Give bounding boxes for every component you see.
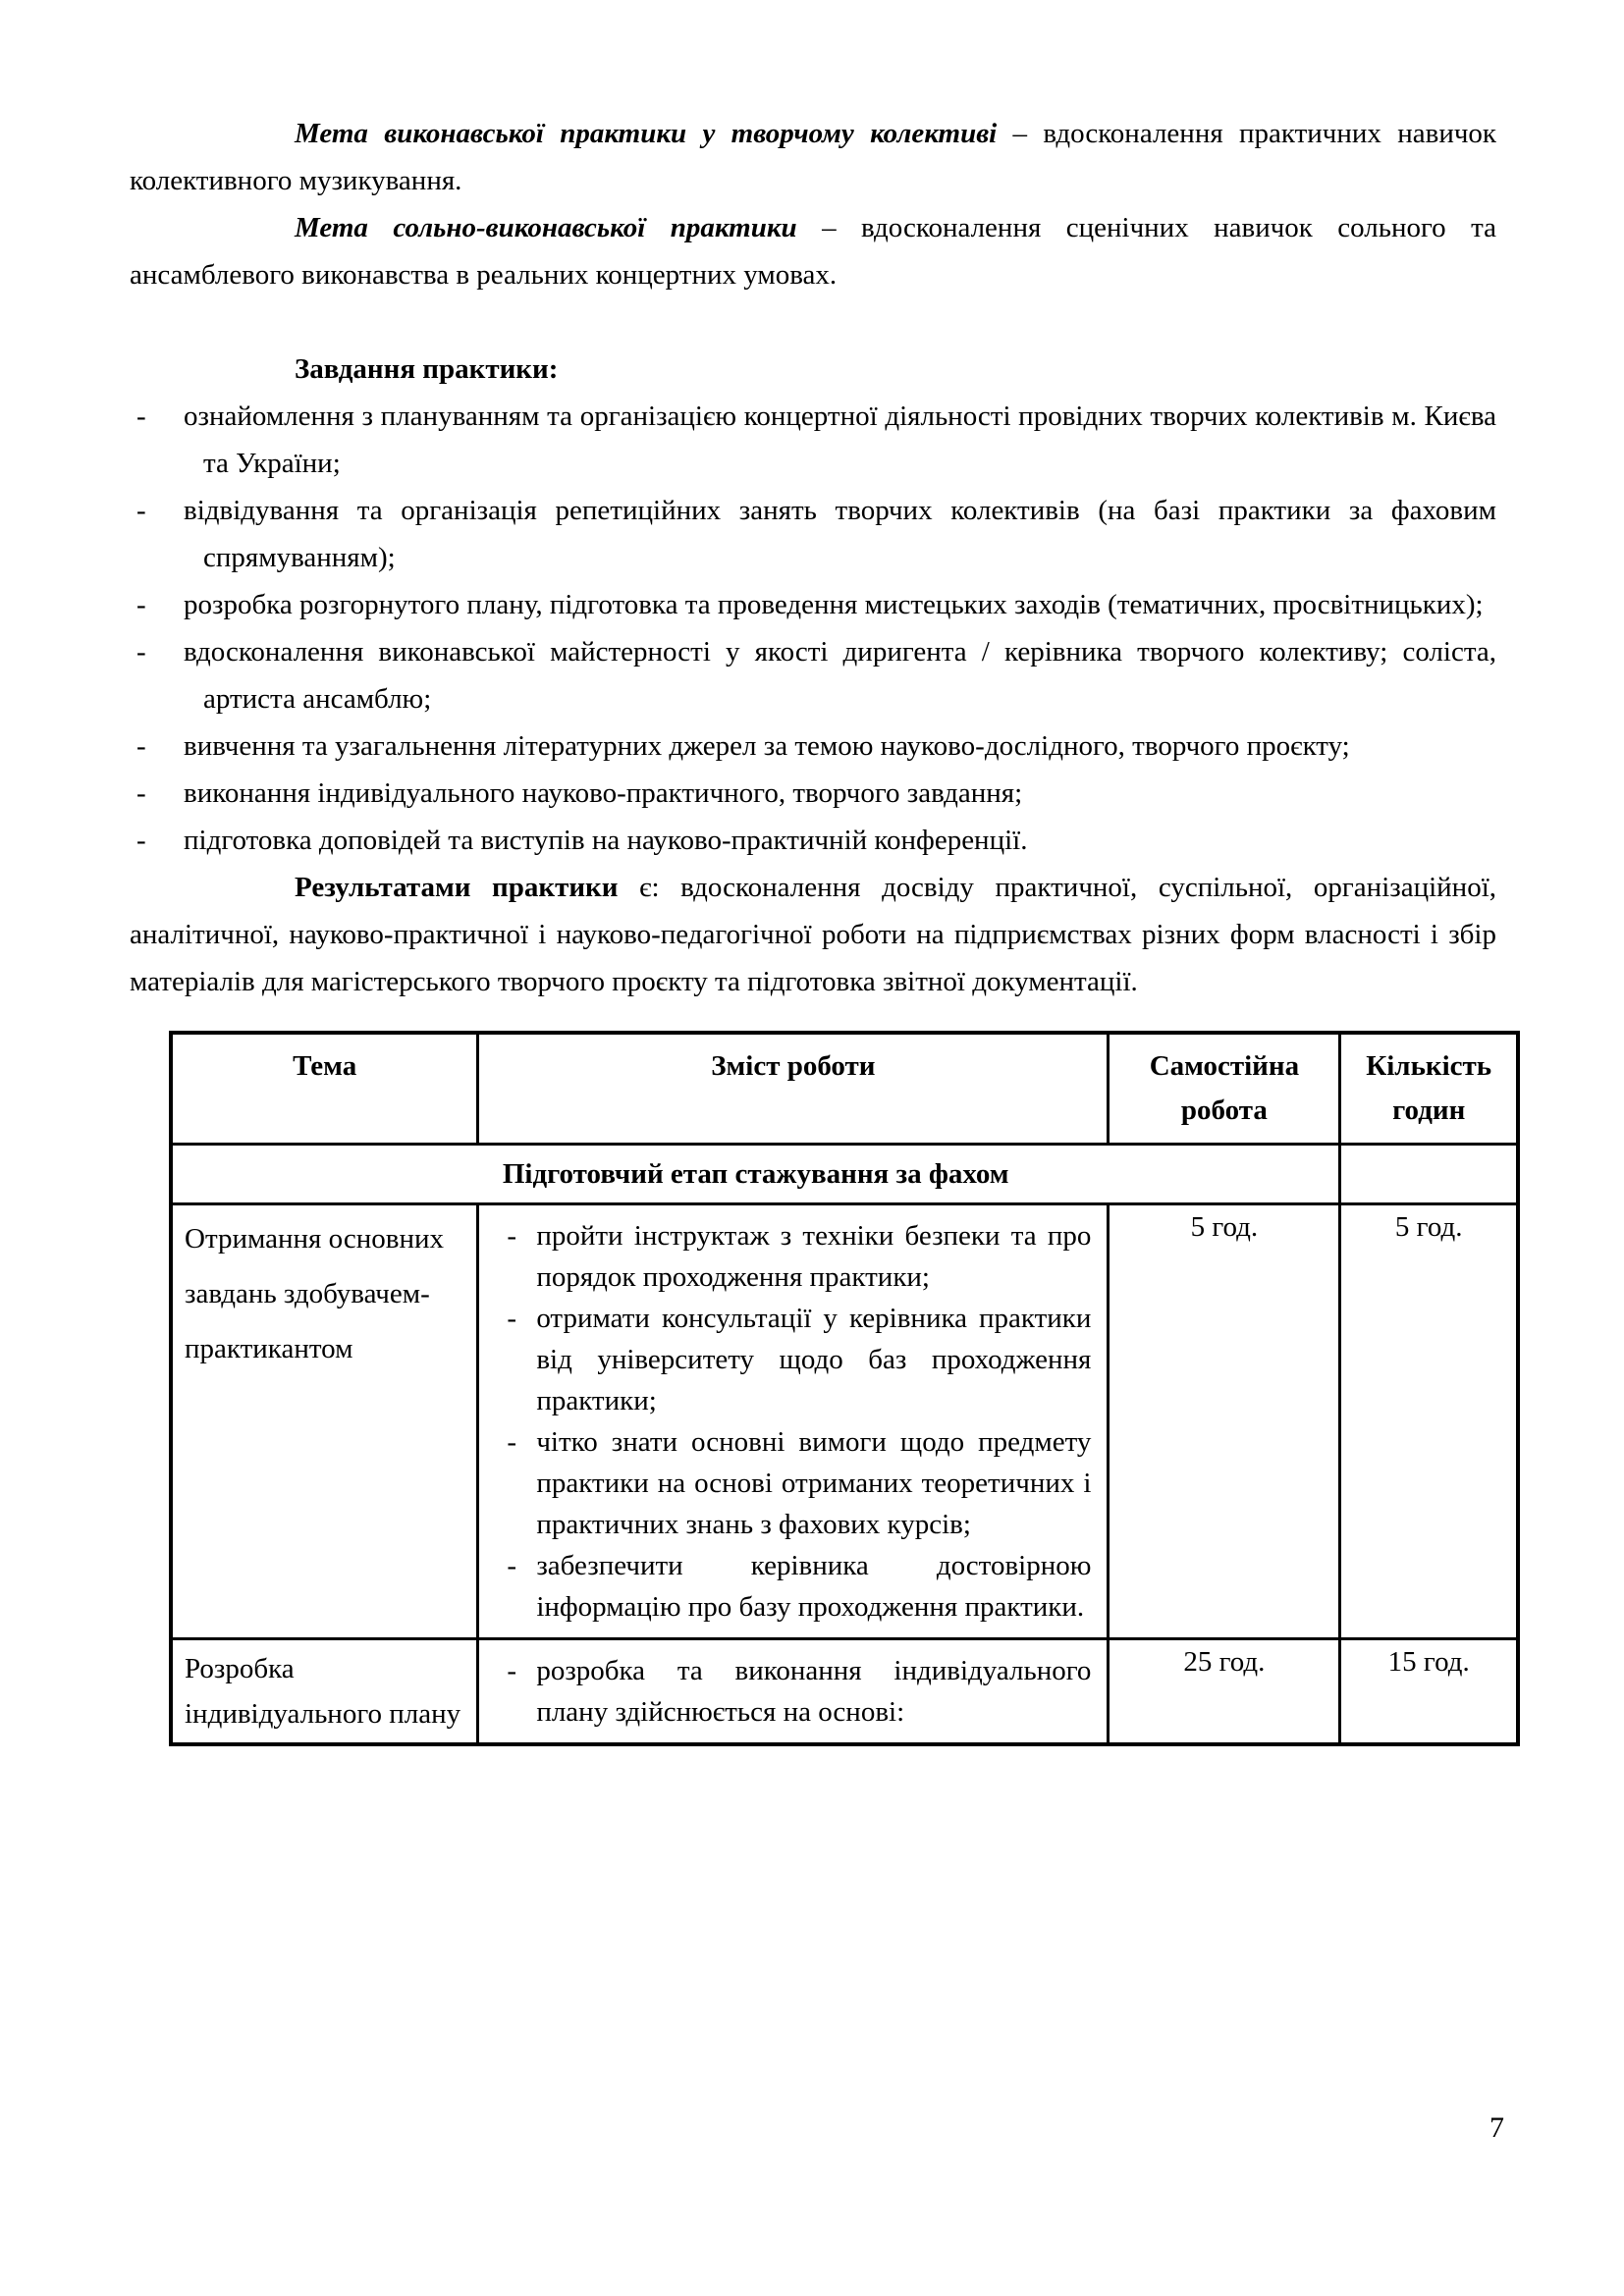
hours-cell: 5 год. — [1340, 1204, 1518, 1639]
page-number: 7 — [1489, 2111, 1504, 2144]
dash-marker: - — [507, 1550, 516, 1581]
results-rest: є: вдосконалення досвіду практичної, суспільної, організаційної, аналітичної, науково-практичної і науково-педагогічної роботи на підприємствах різних форм власності і збір матеріалів для магістерського творчого проєкту та підготовка звітної документації. — [130, 872, 1497, 997]
content-item-text: пройти інструктаж з техніки безпеки та про порядок проходження практики; — [536, 1220, 1092, 1293]
self-work-cell: 5 год. — [1109, 1204, 1340, 1639]
task-text: вивчення та узагальнення літературних джерел за темою науково-дослідного, творчого проєкту; — [184, 730, 1350, 762]
content-item-text: отримати консультації у керівника практики від університету щодо баз проходження практики; — [536, 1303, 1092, 1416]
column-header-theme: Тема — [171, 1033, 478, 1145]
task-text: виконання індивідуального науково-практичного, творчого завдання; — [184, 777, 1023, 809]
task-text: підготовка доповідей та виступів на науково-практичній конференції. — [184, 825, 1028, 856]
goal-collective-lead: Мета виконавської практики у творчому колективі — [295, 118, 998, 149]
self-work-cell: 25 год. — [1109, 1639, 1340, 1745]
goal-solo-rest: – вдосконалення сценічних навичок сольного та ансамблевого виконавства в реальних концертних умовах. — [130, 212, 1497, 291]
task-text: вдосконалення виконавської майстерності у якості диригента / керівника творчого колективу; соліста, артиста ансамблю; — [184, 636, 1496, 715]
dash-marker: - — [136, 730, 146, 762]
empty-cell — [1340, 1145, 1518, 1204]
tasks-heading: Завдання практики: — [295, 353, 559, 385]
table-section-row — [171, 1145, 1518, 1204]
dash-marker: - — [136, 400, 146, 432]
dash-marker: - — [507, 1303, 516, 1334]
results-paragraph — [130, 864, 1496, 1005]
dash-marker: - — [136, 636, 146, 667]
content-item — [507, 1298, 1092, 1421]
task-text: розробка розгорнутого плану, підготовка та проведення мистецьких заходів (тематичних, просвітницьких); — [184, 589, 1484, 620]
column-header-hours: Кількість годин — [1340, 1033, 1518, 1145]
dash-marker: - — [507, 1426, 516, 1458]
table-row — [171, 1639, 1518, 1745]
content-item — [507, 1650, 1092, 1733]
content-item-text: забезпечити керівника достовірною інформацію про базу проходження практики. — [536, 1550, 1092, 1623]
content-cell — [478, 1204, 1109, 1639]
results-lead: Результатами практики — [295, 872, 619, 903]
task-item — [136, 393, 1496, 487]
column-header-content: Зміст роботи — [478, 1033, 1109, 1145]
section-title-cell: Підготовчий етап стажування за фахом — [171, 1145, 1340, 1204]
dash-marker: - — [136, 825, 146, 856]
goal-paragraph-collective — [130, 110, 1496, 204]
tasks-list — [130, 393, 1496, 864]
practice-table — [169, 1031, 1520, 1746]
table-row — [171, 1204, 1518, 1639]
content-item — [507, 1545, 1092, 1628]
goal-paragraph-solo — [130, 204, 1496, 298]
content-item-text: розробка та виконання індивідуального плану здійснюється на основі: — [536, 1655, 1092, 1728]
task-item — [136, 770, 1496, 817]
task-item — [136, 487, 1496, 581]
content-cell — [478, 1639, 1109, 1745]
document-content — [130, 110, 1496, 1746]
content-item — [507, 1215, 1092, 1298]
content-items-list — [491, 1215, 1091, 1628]
task-item — [136, 722, 1496, 770]
dash-marker: - — [507, 1655, 516, 1686]
content-item-text: чітко знати основні вимоги щодо предмету практики на основі отриманих теоретичних і практичних знань з фахових курсів; — [536, 1426, 1092, 1540]
task-text: ознайомлення з плануванням та організацією концертної діяльності провідних творчих колективів м. Києва та України; — [184, 400, 1496, 479]
task-item — [136, 581, 1496, 628]
hours-cell: 15 год. — [1340, 1639, 1518, 1745]
task-item — [136, 628, 1496, 722]
theme-cell: Отримання основних завдань здобувачем-практикантом — [171, 1204, 478, 1639]
task-item — [136, 817, 1496, 864]
content-items-list — [491, 1650, 1091, 1733]
dash-marker: - — [136, 589, 146, 620]
goal-collective-rest: – вдосконалення практичних навичок колективного музикування. — [130, 118, 1497, 196]
dash-marker: - — [136, 777, 146, 809]
task-text: відвідування та організація репетиційних занять творчих колективів (на базі практики за фаховим спрямуванням); — [184, 495, 1496, 573]
column-header-self-work: Самостійна робота — [1109, 1033, 1340, 1145]
theme-cell: Розробка індивідуального плану — [171, 1639, 478, 1745]
goal-solo-lead: Мета сольно-виконавської практики — [295, 212, 797, 243]
content-item — [507, 1421, 1092, 1545]
dash-marker: - — [507, 1220, 516, 1252]
table-header-row — [171, 1033, 1518, 1145]
dash-marker: - — [136, 495, 146, 526]
